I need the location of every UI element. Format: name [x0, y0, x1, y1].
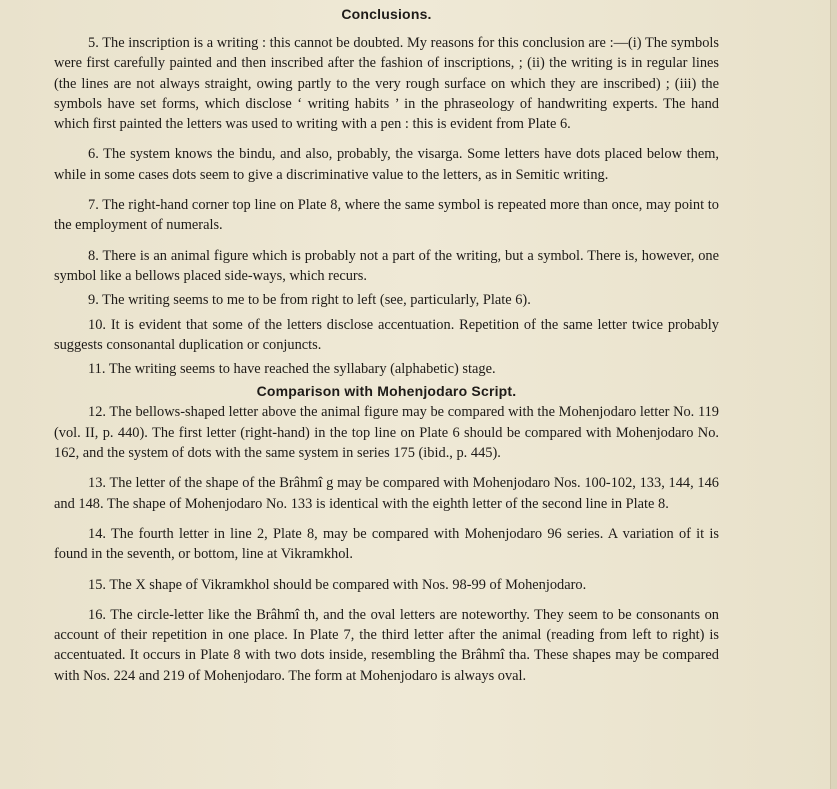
paragraph-text: It is evident that some of the letters disclose accentuation. Repetition of the same letter twice probably suggests consonantal duplication or conjuncts. — [54, 316, 719, 353]
paragraph-text: The writing seems to have reached the syllabary (alphabetic) stage. — [108, 361, 496, 378]
paragraph-5 — [54, 33, 719, 134]
paragraph-10 — [54, 315, 719, 356]
paragraph-number: 12. — [88, 404, 106, 421]
paragraph-number: 14. — [88, 525, 106, 542]
section-heading-conclusions: Conclusions. — [341, 6, 432, 22]
paragraph-number: 13. — [88, 475, 106, 492]
page-edge — [830, 0, 837, 789]
paragraph-7 — [54, 195, 719, 236]
paragraph-14 — [54, 524, 719, 565]
paragraph-text: The X shape of Vikramkhol should be compared with Nos. 98-99 of Mohenjodaro. — [109, 576, 587, 593]
paragraph-number: 16. — [88, 606, 106, 623]
paragraph-16 — [54, 605, 719, 686]
paragraph-number: 8. — [88, 247, 99, 264]
paragraph-text: The letter of the shape of the Brâhmî g may be compared with Mohenjodaro Nos. 100-102, 133, 144, 146 and 148. The shape of Mohenjodaro No. 133 is identical with the eighth letter of the second line in Plate 8. — [54, 475, 719, 512]
paragraph-13 — [54, 473, 719, 514]
paragraph-number: 5. — [88, 35, 99, 51]
paragraph-11 — [54, 359, 719, 379]
paragraph-text: The bellows-shaped letter above the animal figure may be compared with the Mohenjodaro letter No. 119 (vol. II, p. 440). The first letter (right-hand) in the top line on Plate 6 should be compared with Mohenjodaro No. 162, and the system of dots with the same system in series 175 (ibid., p. 445). — [54, 404, 720, 462]
paragraph-text: The system knows the bindu, and also, probably, the visarga. Some letters have dots placed below them, while in some cases dots seem to give a discriminative value to the letters, as in Semitic writing. — [54, 146, 720, 183]
paragraph-number: 7. — [88, 197, 99, 214]
paragraph-text: There is an animal figure which is probably not a part of the writing, but a symbol. There is, however, one symbol like a bellows placed side-ways, which recurs. — [54, 247, 719, 284]
paragraph-number: 11. — [88, 361, 106, 378]
paragraph-text: The right-hand corner top line on Plate 8, where the same symbol is repeated more than once, may point to the employment of numerals. — [54, 197, 719, 234]
paragraph-number: 6. — [88, 146, 99, 163]
paragraph-12 — [54, 402, 719, 463]
section-heading-comparison: Comparison with Mohenjodaro Script. — [256, 383, 517, 400]
paragraph-6 — [54, 144, 719, 185]
paragraph-text: The circle-letter like the Brâhmî th, and the oval letters are noteworthy. They seem to be consonants on account of their repetition in one place. In Plate 7, the third letter after the animal (reading from left to right) is accentuated. It occurs in Plate 8 with two dots inside, resembling the Brâhmî tha. These shapes may be compared with Nos. 224 and 219 of Mohenjodaro. The form at Mohenjodaro is always oval. — [54, 606, 719, 684]
paragraph-text: The fourth letter in line 2, Plate 8, may be compared with Mohenjodaro 96 series. A variation of it is found in the seventh, or bottom, line at Vikramkhol. — [54, 525, 719, 563]
paragraph-number: 9. — [88, 292, 99, 309]
paragraph-text: The writing seems to me to be from right to left (see, particularly, Plate 6). — [102, 292, 531, 309]
paragraph-15 — [54, 575, 719, 595]
paragraph-9 — [54, 290, 719, 310]
paragraph-8 — [54, 246, 719, 287]
paragraph-number: 10. — [88, 316, 106, 333]
paragraph-text: The inscription is a writing : this cannot be doubted. My reasons for this conclusion are :—(i) The symbols were first carefully painted and then inscribed after the fashion of inscriptions, ; (ii) the writing is in regular lines (the lines are not always straight, owing partly to the very rough surface on which they are inscribed) ; (iii) the symbols have set forms, which disclose ‘ writing habits ’ in the phraseology of handwriting experts. The hand which first painted the letters was used to writing with a pen : this is evident from Plate 6. — [54, 35, 719, 133]
paragraph-number: 15. — [88, 576, 106, 593]
